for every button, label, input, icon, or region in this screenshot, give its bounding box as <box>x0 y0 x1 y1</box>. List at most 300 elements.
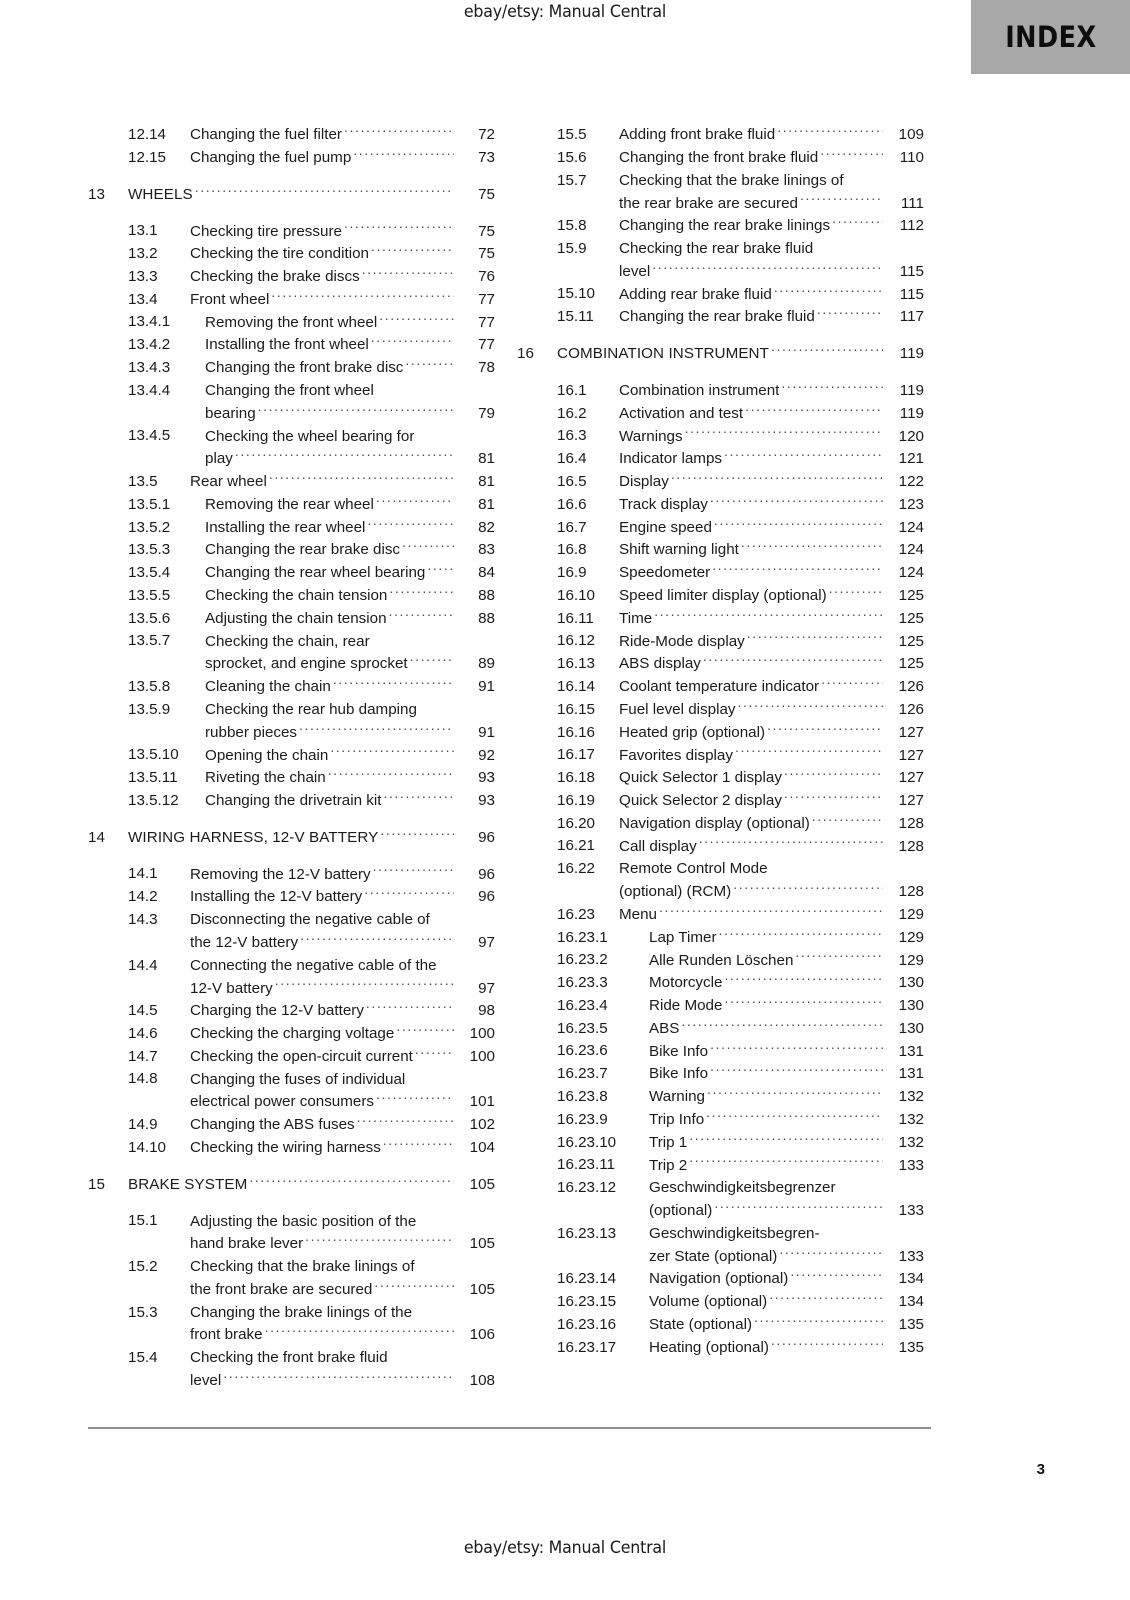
toc-leader-dots <box>344 124 454 139</box>
toc-leader-dots <box>379 311 454 326</box>
toc-entry-number: 13.5.3 <box>128 541 171 559</box>
toc-entry-body <box>619 676 924 699</box>
toc-entry-title: Lap Timer <box>649 928 717 946</box>
index-tab-label: INDEX <box>1004 20 1097 54</box>
toc-leader-dots <box>774 283 883 298</box>
toc-entry-page: 81 <box>478 450 495 468</box>
toc-entry-page: 134 <box>898 1270 924 1288</box>
toc-entry-number: 16.13 <box>557 655 596 673</box>
toc-entry[interactable] <box>88 1256 495 1279</box>
toc-entry[interactable] <box>88 425 495 448</box>
toc-entry-body <box>205 767 495 790</box>
toc-entry[interactable] <box>517 585 924 608</box>
toc-entry[interactable] <box>517 949 924 972</box>
toc-entry[interactable] <box>517 1223 924 1246</box>
toc-entry-body <box>190 471 495 494</box>
toc-entry-title: Changing the rear brake linings <box>619 217 831 235</box>
toc-entry-title: Indicator lamps <box>619 450 722 468</box>
toc-leader-dots <box>396 1023 454 1038</box>
toc-entry-body <box>205 790 495 813</box>
toc-entry-number: 14 <box>88 828 105 846</box>
toc-entry[interactable] <box>88 357 495 380</box>
toc-entry[interactable] <box>88 1347 495 1370</box>
toc-entry-number: 14.4 <box>128 956 158 974</box>
toc-entry-title: the 12-V battery <box>190 933 299 951</box>
toc-entry-title: Trip Info <box>649 1111 705 1128</box>
toc-leader-dots <box>432 909 454 924</box>
toc-entry-continuation[interactable] <box>88 1324 495 1347</box>
toc-entry[interactable] <box>517 124 924 147</box>
toc-entry-body <box>190 1137 495 1160</box>
toc-leader-dots <box>770 858 883 873</box>
toc-leader-dots <box>822 1223 883 1238</box>
toc-entry[interactable] <box>88 289 495 312</box>
toc-entry[interactable] <box>517 343 924 366</box>
toc-entry-page: 127 <box>898 723 924 741</box>
toc-entry-body <box>190 1114 495 1137</box>
toc-entry-body <box>190 1324 495 1347</box>
watermark-bottom: ebay/etsy: Manual Central <box>463 1538 667 1558</box>
toc-entry-body <box>190 955 495 978</box>
toc-entry-title: Alle Runden Löschen <box>649 951 794 969</box>
toc-entry-number: 16.23.12 <box>557 1179 617 1197</box>
toc-entry-title: Adjusting the basic position of the <box>190 1212 417 1230</box>
toc-entry-continuation[interactable] <box>517 261 924 284</box>
toc-entry[interactable] <box>517 1154 924 1177</box>
toc-leader-dots <box>390 1347 454 1362</box>
toc-entry[interactable] <box>88 790 495 813</box>
toc-entry[interactable] <box>517 927 924 950</box>
toc-entry-body <box>649 1109 924 1132</box>
toc-entry-title: Geschwindigkeitsbegrenzer <box>649 1179 836 1197</box>
toc-entry-page: 127 <box>898 792 924 810</box>
toc-entry-page: 104 <box>469 1139 495 1156</box>
toc-entry-page: 89 <box>478 655 495 673</box>
toc-entry-page: 132 <box>898 1111 924 1128</box>
toc-entry-body <box>190 1347 495 1370</box>
toc-entry-continuation[interactable] <box>88 932 495 955</box>
toc-entry[interactable] <box>517 1132 924 1155</box>
toc-entry[interactable] <box>517 744 924 767</box>
toc-entry-title: Fuel level display <box>619 700 736 718</box>
toc-entry-title: Adding front brake fluid <box>619 126 776 144</box>
toc-entry[interactable] <box>517 471 924 494</box>
toc-entry-title: Changing the drivetrain kit <box>205 792 382 810</box>
toc-entry-body <box>205 539 495 562</box>
toc-entry-title: Speedometer <box>619 564 711 582</box>
toc-entry-body <box>190 1091 495 1114</box>
toc-leader-dots <box>745 403 883 418</box>
toc-leader-dots <box>812 813 883 828</box>
toc-entry-body <box>649 1223 924 1246</box>
right-column <box>517 124 924 1393</box>
toc-entry[interactable] <box>517 813 924 836</box>
toc-entry-number: 13 <box>88 185 105 203</box>
toc-entry[interactable] <box>88 539 495 562</box>
toc-entry[interactable] <box>88 1023 495 1046</box>
toc-entry[interactable] <box>88 767 495 790</box>
toc-entry-page: 93 <box>478 769 495 787</box>
toc-leader-dots <box>367 517 454 532</box>
toc-entry-body <box>619 192 924 215</box>
toc-entry-title: Shift warning light <box>619 541 739 559</box>
toc-entry-continuation[interactable] <box>88 1279 495 1302</box>
toc-entry[interactable] <box>517 1086 924 1109</box>
toc-entry-body <box>205 722 495 745</box>
toc-entry-title: Engine speed <box>619 518 712 536</box>
toc-entry[interactable] <box>517 562 924 585</box>
toc-entry[interactable] <box>517 1040 924 1063</box>
toc-entry-number: 16.22 <box>557 860 596 878</box>
toc-leader-dots <box>689 1132 883 1147</box>
toc-entry[interactable] <box>517 699 924 722</box>
toc-entry-body <box>205 676 495 699</box>
toc-entry-number: 16.1 <box>557 381 587 399</box>
toc-entry[interactable] <box>517 653 924 676</box>
toc-entry[interactable] <box>88 909 495 932</box>
toc-entry-title: Time <box>619 609 653 627</box>
toc-entry-body <box>619 448 924 471</box>
toc-entry-page: 97 <box>478 979 495 997</box>
toc-entry[interactable] <box>88 676 495 699</box>
toc-entry-body <box>619 858 924 881</box>
toc-entry-body <box>649 1040 924 1063</box>
toc-entry[interactable] <box>88 494 495 517</box>
toc-entry-page: 105 <box>469 1175 495 1193</box>
toc-entry[interactable] <box>88 124 495 147</box>
toc-entry[interactable] <box>517 448 924 471</box>
toc-entry[interactable] <box>517 1018 924 1041</box>
toc-entry-title: Warning <box>649 1088 705 1106</box>
toc-entry-number: 16.23.2 <box>557 951 608 969</box>
toc-entry[interactable] <box>88 1174 495 1197</box>
toc-entry[interactable] <box>88 827 495 850</box>
toc-entry[interactable] <box>88 266 495 289</box>
toc-entry-title: bearing <box>205 404 256 422</box>
toc-entry-number: 13.5.1 <box>128 495 171 513</box>
toc-entry[interactable] <box>88 955 495 978</box>
toc-leader-dots <box>719 927 883 942</box>
toc-leader-dots <box>376 1091 454 1106</box>
toc-entry-page: 133 <box>898 1247 924 1265</box>
toc-entry[interactable] <box>88 147 495 170</box>
toc-entry-number: 15.8 <box>557 217 587 235</box>
toc-entry-title: Removing the front wheel <box>205 313 378 331</box>
toc-entry-page: 93 <box>478 792 495 810</box>
toc-entry[interactable] <box>88 744 495 767</box>
toc-entry-page: 72 <box>478 126 495 144</box>
toc-leader-dots <box>699 835 883 850</box>
toc-entry-page: 111 <box>900 194 924 212</box>
toc-entry-body <box>190 147 495 170</box>
toc-leader-dots <box>707 1086 883 1101</box>
toc-leader-dots <box>771 343 883 358</box>
toc-entry-page: 126 <box>898 678 924 696</box>
toc-leader-dots <box>654 608 883 623</box>
toc-entry-page: 125 <box>898 632 924 650</box>
toc-entry[interactable] <box>88 608 495 631</box>
toc-entry-title: Remote Control Mode <box>619 860 768 878</box>
toc-leader-dots <box>328 767 454 782</box>
toc-entry-title: Changing the rear wheel bearing <box>205 564 426 582</box>
toc-entry-title: ABS display <box>619 655 701 673</box>
toc-entry-title: Trip 1 <box>649 1133 688 1151</box>
toc-entry-body <box>205 562 495 585</box>
toc-leader-dots <box>790 1268 883 1283</box>
toc-entry-page: 134 <box>898 1293 924 1311</box>
toc-leader-dots <box>299 722 454 737</box>
toc-entry[interactable] <box>517 215 924 238</box>
toc-leader-dots <box>357 1114 454 1129</box>
toc-entry-page: 75 <box>478 245 495 263</box>
toc-entry-title: State (optional) <box>649 1316 752 1334</box>
toc-entry-body <box>190 220 495 243</box>
toc-entry[interactable] <box>517 608 924 631</box>
toc-entry[interactable] <box>517 676 924 699</box>
toc-entry-title: Navigation display (optional) <box>619 814 810 832</box>
toc-entry-continuation[interactable] <box>88 722 495 745</box>
toc-leader-dots <box>376 380 454 395</box>
toc-entry-page: 127 <box>898 746 924 764</box>
toc-entry-page: 119 <box>899 404 924 422</box>
toc-entry-body <box>190 289 495 312</box>
toc-leader-dots <box>821 676 883 691</box>
toc-entry[interactable] <box>517 238 924 261</box>
toc-entry[interactable] <box>517 1268 924 1291</box>
toc-entry-number: 13.4.4 <box>128 381 171 399</box>
toc-entry-number: 16.23.5 <box>557 1019 608 1037</box>
toc-entry-continuation[interactable] <box>517 1200 924 1223</box>
toc-entry[interactable] <box>88 1068 495 1091</box>
toc-leader-dots <box>820 147 883 162</box>
toc-entry-number: 13.2 <box>128 245 158 263</box>
toc-entry-body <box>619 722 924 745</box>
toc-entry-title: Heating (optional) <box>649 1338 769 1356</box>
toc-entry-title: Adjusting the chain tension <box>205 609 387 627</box>
toc-entry-body <box>619 306 924 329</box>
toc-leader-dots <box>427 562 454 577</box>
toc-leader-dots <box>380 827 454 842</box>
toc-entry[interactable] <box>517 995 924 1018</box>
toc-leader-dots <box>724 995 883 1010</box>
toc-entry[interactable] <box>517 1291 924 1314</box>
toc-entry[interactable] <box>88 517 495 540</box>
toc-entry[interactable] <box>517 539 924 562</box>
toc-entry[interactable] <box>517 306 924 329</box>
toc-entry-title: Checking tire pressure <box>190 222 342 240</box>
toc-entry-continuation[interactable] <box>88 1370 495 1393</box>
toc-entry-title: Changing the front wheel <box>205 382 374 399</box>
toc-entry-title: Checking the front brake fluid <box>190 1349 388 1367</box>
toc-entry-title: Changing the brake linings of the <box>190 1303 413 1321</box>
toc-entry[interactable] <box>517 630 924 653</box>
toc-entry-number: 16.23.3 <box>557 974 608 992</box>
toc-entry-number: 13.4.2 <box>128 336 171 354</box>
toc-entry-number: 15.9 <box>557 239 587 257</box>
toc-entry-page: 77 <box>478 313 495 331</box>
toc-entry-page: 73 <box>478 148 495 166</box>
toc-entry-page: 96 <box>478 828 495 846</box>
toc-entry-body <box>649 1154 924 1177</box>
toc-entry[interactable] <box>88 1114 495 1137</box>
toc-entry-page: 108 <box>469 1372 495 1390</box>
toc-entry-body <box>205 744 495 767</box>
toc-entry-title: Disconnecting the negative cable of <box>190 911 430 929</box>
toc-entry-title: zer State (optional) <box>649 1247 778 1265</box>
toc-entry-body <box>205 357 495 380</box>
toc-entry[interactable] <box>517 517 924 540</box>
toc-leader-dots <box>235 448 454 463</box>
toc-entry[interactable] <box>88 562 495 585</box>
toc-entry[interactable] <box>88 243 495 266</box>
toc-leader-dots <box>407 1068 454 1083</box>
toc-entry-page: 100 <box>469 1047 495 1065</box>
toc-entry[interactable] <box>517 147 924 170</box>
toc-entry[interactable] <box>88 585 495 608</box>
toc-entry-body <box>649 1132 924 1155</box>
toc-entry[interactable] <box>88 311 495 334</box>
toc-leader-dots <box>258 403 454 418</box>
toc-entry-number: 16.6 <box>557 495 587 513</box>
toc-entry-body <box>649 1177 924 1200</box>
toc-entry[interactable] <box>517 425 924 448</box>
toc-entry[interactable] <box>88 886 495 909</box>
toc-entry-number: 14.3 <box>128 911 158 928</box>
toc-leader-dots <box>741 539 883 554</box>
toc-entry[interactable] <box>88 1046 495 1069</box>
toc-entry[interactable] <box>517 1314 924 1337</box>
toc-entry[interactable] <box>88 1302 495 1325</box>
toc-entry[interactable] <box>517 835 924 858</box>
toc-entry[interactable] <box>517 790 924 813</box>
toc-entry-page: 91 <box>478 723 495 741</box>
toc-entry-continuation[interactable] <box>517 1246 924 1269</box>
toc-entry-title: Ride-Mode display <box>619 632 745 650</box>
toc-entry[interactable] <box>88 220 495 243</box>
toc-entry-number: 14.5 <box>128 1002 158 1020</box>
toc-entry-page: 78 <box>478 359 495 377</box>
toc-entry-page: 97 <box>478 933 495 951</box>
toc-entry-continuation[interactable] <box>88 403 495 426</box>
toc-entry-page: 124 <box>898 518 924 536</box>
toc-entry[interactable] <box>517 767 924 790</box>
toc-entry-continuation[interactable] <box>88 653 495 676</box>
toc-entry[interactable] <box>88 334 495 357</box>
toc-entry-title: electrical power consumers <box>190 1093 375 1111</box>
toc-entry-page: 119 <box>899 382 924 399</box>
toc-entry-page: 126 <box>898 700 924 718</box>
toc-leader-dots <box>353 147 454 162</box>
toc-entry-continuation[interactable] <box>88 448 495 471</box>
toc-entry-continuation[interactable] <box>88 1091 495 1114</box>
toc-leader-dots <box>417 1256 454 1271</box>
toc-entry[interactable] <box>88 1137 495 1160</box>
toc-entry-number: 14.1 <box>128 865 158 883</box>
toc-entry[interactable] <box>517 1109 924 1132</box>
toc-entry-number: 13.5 <box>128 472 158 490</box>
toc-entry[interactable] <box>517 972 924 995</box>
toc-entry[interactable] <box>517 1177 924 1200</box>
toc-entry-page: 115 <box>899 285 924 303</box>
toc-leader-dots <box>389 608 454 623</box>
index-tab <box>971 0 1130 74</box>
toc-entry[interactable] <box>517 1337 924 1360</box>
toc-leader-dots <box>710 1040 883 1055</box>
toc-entry[interactable] <box>88 863 495 886</box>
toc-entry[interactable] <box>88 471 495 494</box>
toc-entry-page: 81 <box>478 495 495 513</box>
toc-entry-body <box>619 608 924 631</box>
toc-entry-title: Adding rear brake fluid <box>619 285 772 303</box>
toc-entry-body <box>619 813 924 836</box>
toc-entry-page: 129 <box>898 905 924 923</box>
toc-entry[interactable] <box>517 283 924 306</box>
toc-leader-dots <box>779 1246 883 1261</box>
toc-entry-continuation[interactable] <box>517 881 924 904</box>
toc-entry-continuation[interactable] <box>88 1233 495 1256</box>
toc-entry-continuation[interactable] <box>517 192 924 215</box>
toc-leader-dots <box>439 955 454 970</box>
toc-entry-page: 76 <box>478 268 495 286</box>
toc-entry-body <box>205 630 495 653</box>
toc-entry-number: 13.5.12 <box>128 791 179 809</box>
toc-entry[interactable] <box>88 1000 495 1023</box>
toc-entry-number: 13.5.11 <box>128 769 178 787</box>
toc-entry[interactable] <box>88 1210 495 1233</box>
toc-entry-body <box>619 904 924 927</box>
toc-entry-title: Track display <box>619 495 708 513</box>
toc-entry-title: 12-V battery <box>190 979 273 997</box>
toc-entry-number: 13.5.5 <box>128 586 171 604</box>
toc-entry-title: Installing the 12-V battery <box>190 888 363 906</box>
toc-entry-number: 15.6 <box>557 148 587 166</box>
toc-entry-title: Call display <box>619 837 697 855</box>
toc-entry[interactable] <box>517 722 924 745</box>
toc-entry-title: Checking the open-circuit current <box>190 1047 413 1065</box>
toc-entry-body <box>205 334 495 357</box>
toc-entry-title: Cleaning the chain <box>205 678 331 696</box>
toc-entry[interactable] <box>517 494 924 517</box>
toc-leader-dots <box>817 306 883 321</box>
toc-entry-title: Changing the rear brake disc <box>205 541 401 559</box>
toc-entry[interactable] <box>88 630 495 653</box>
toc-entry[interactable] <box>517 380 924 403</box>
toc-entry[interactable] <box>517 170 924 193</box>
toc-entry[interactable] <box>517 904 924 927</box>
toc-entry[interactable] <box>88 184 495 207</box>
toc-leader-dots <box>703 653 883 668</box>
toc-leader-dots <box>781 380 883 395</box>
toc-entry-body <box>205 653 495 676</box>
toc-entry[interactable] <box>517 1063 924 1086</box>
toc-leader-dots <box>710 1063 883 1078</box>
toc-leader-dots <box>712 562 883 577</box>
toc-entry-number: 16.19 <box>557 791 596 809</box>
toc-entry-body <box>619 471 924 494</box>
toc-entry-continuation[interactable] <box>88 977 495 1000</box>
toc-entry-body <box>190 1279 495 1302</box>
toc-entry[interactable] <box>88 380 495 403</box>
toc-entry-body <box>190 1210 495 1233</box>
toc-entry-title: ABS <box>649 1019 680 1037</box>
toc-leader-dots <box>300 932 454 947</box>
toc-entry[interactable] <box>517 403 924 426</box>
toc-entry-title: sprocket, and engine sprocket <box>205 655 408 673</box>
toc-entry-page: 135 <box>898 1316 924 1334</box>
toc-entry[interactable] <box>517 858 924 881</box>
toc-entry-body <box>619 403 924 426</box>
toc-entry[interactable] <box>88 699 495 722</box>
